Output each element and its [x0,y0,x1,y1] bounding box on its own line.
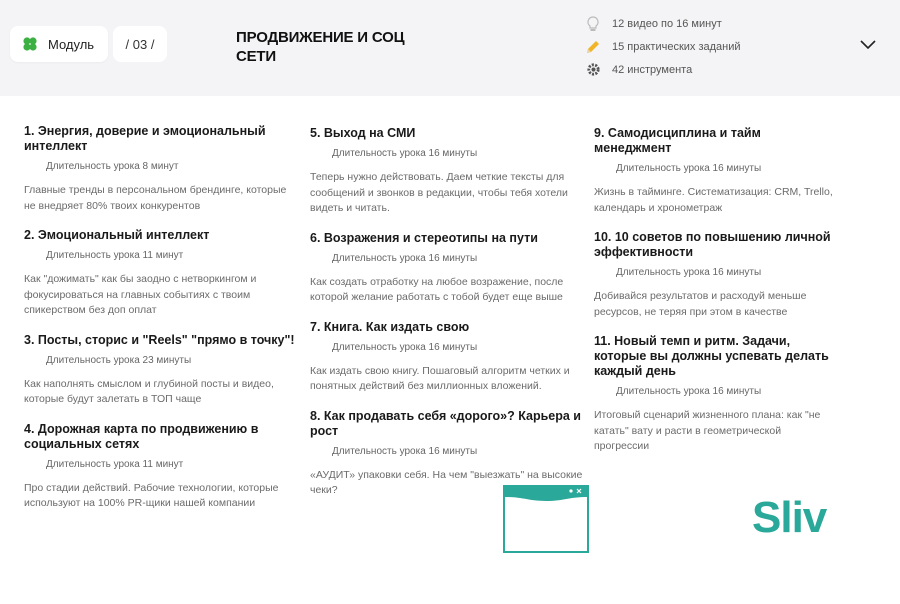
lesson-duration: Длительность урока 16 минуты [616,163,762,174]
module-header[interactable] [0,0,900,96]
lesson-duration: Длительность урока 11 минут [46,458,184,470]
stat-tasks [584,35,741,58]
lesson-title: 4. Дорожная карта по продвижению в социальных сетях [24,421,259,451]
lesson-item [310,231,585,306]
lesson-item [594,334,834,455]
lesson-duration: Длительность урока 11 минут [46,250,184,261]
lesson-column-2 [310,126,585,513]
lesson-item [24,228,299,319]
stat-tools [584,58,741,81]
lesson-description: Как "дожимать" как бы заодно с нетворкингом и фокусироваться на главных событиях с твоим спикерством без доп оплат [24,273,257,316]
gear-icon [584,61,602,79]
stat-tools-text: 42 инструмента [612,63,693,76]
lesson-title: 7. Книга. Как издать свою [310,319,470,334]
lesson-title: 3. Посты, сторис и "Reels" "прямо в точку"! [24,332,295,347]
stat-videos [584,12,741,35]
module-badge [10,26,108,62]
lesson-title: 5. Выход на СМИ [310,126,416,140]
lesson-title: 2. Эмоциональный интеллект [24,228,210,242]
module-title: ПРОДВИЖЕНИЕ И СОЦ СЕТИ [236,29,405,65]
lesson-description: Про стадии действий. Рабочие технологии, которые используют на 100% PR-щики нашей компании [24,481,279,509]
watermark-logo: Sliv [752,493,827,542]
lesson-duration: Длительность урока 16 минуты [332,445,478,457]
lesson-duration: Длительность урока 8 минут [46,161,179,172]
lesson-item [310,320,585,395]
lesson-title: 6. Возражения и стереотипы на пути [310,230,538,245]
lesson-column-3 [594,126,834,469]
lesson-description: Итоговый сценарий жизненного плана: как "не катать" вату и расти в геометрической прогрессии [594,409,821,452]
module-number: / 03 / [113,26,167,62]
lesson-duration: Длительность урока 16 минуты [616,386,762,397]
chevron-down-icon[interactable] [859,37,877,51]
lesson-duration: Длительность урока 16 минуты [616,267,762,278]
lightbulb-icon [584,15,602,33]
lesson-title: 9. Самодисциплина и тайм менеджмент [594,126,761,155]
pencil-icon [584,38,602,56]
module-label: Модуль [48,36,95,52]
lesson-title: 8. Как продавать себя «дорого»? Карьера и рост [310,408,581,438]
lesson-title: 10. 10 советов по повышению личной эффективности [594,230,831,259]
lesson-title: 11. Новый темп и ритм. Задачи, которые вы должны успевать делать каждый день [594,334,829,378]
clover-icon [22,36,38,52]
lesson-item [24,124,299,214]
stat-tasks-text: 15 практических заданий [612,40,741,53]
module-stats [584,12,741,81]
lesson-duration: Длительность урока 16 минуты [332,148,478,159]
lesson-column-1 [24,124,299,526]
lesson-duration: Длительность урока 16 минуты [332,341,478,353]
lesson-description: Теперь нужно действовать. Даем четкие тексты для сообщений и звонков в редакции, чтобы тебя хотели видеть и читать. [310,171,568,214]
lesson-description: «АУДИТ» упаковки себя. На чем "выезжать" на высокие чеки? [310,468,583,496]
lesson-title: 1. Энергия, доверие и эмоциональный интеллект [24,124,266,153]
lesson-description: Добивайся результатов и расходуй меньше ресурсов, не теряя при этом в качестве [594,290,807,318]
lesson-description: Жизнь в тайминге. Систематизация: CRM, Trello, календарь и хронометраж [594,186,833,214]
browser-window-icon [503,485,589,553]
lesson-description: Как создать отработку на любое возражение, после которой желание работать с тобой будет еще выше [310,275,564,303]
lesson-item [24,333,299,408]
lesson-duration: Длительность урока 16 минуты [332,252,478,264]
lesson-item [310,126,585,217]
lesson-item [594,230,834,320]
lesson-description: Главные тренды в персональном брендинге, которые не внедряет 80% твоих конкурентов [24,184,287,212]
lesson-item [594,126,834,216]
lesson-description: Как издать свою книгу. Пошаговый алгоритм четких и понятных действий без миллионных вложений. [310,364,570,392]
lesson-duration: Длительность урока 23 минуты [46,354,192,366]
lesson-description: Как наполнять смыслом и глубиной посты и видео, которые будут залетать в ТОП чаще [24,377,274,405]
stat-videos-text: 12 видео по 16 минут [612,17,722,30]
lesson-item [24,422,299,512]
